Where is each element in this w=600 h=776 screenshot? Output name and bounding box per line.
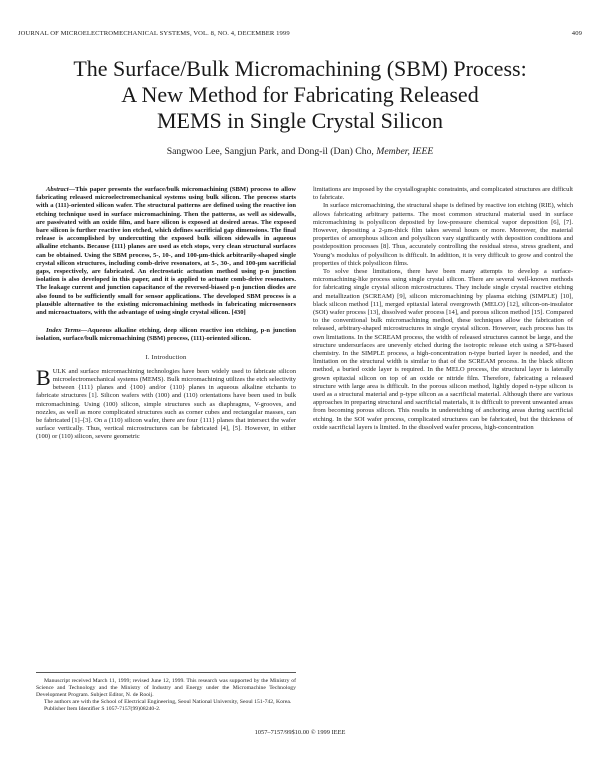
copyright-line: 1057–7157/99$10.00 © 1999 IEEE [254,729,346,736]
abstract-lead: Abstract— [46,186,76,193]
footnote-manuscript: Manuscript received March 11, 1999; revised June 12, 1999. This research was supported by the Ministry of Science and Technology and the Ministry of Industry and Energy under the Micromachine Technology Development Program. Subject Editor, N. de Rooij. [36,678,296,699]
intro-continuation: limitations are imposed by the crystallographic constraints, and complicated structures are difficult to fabricate. [313,186,573,202]
left-column [36,186,296,442]
title-line-2: A New Method for Fabricating Released [121,82,479,107]
intro-lead-word: ULK [52,367,67,375]
journal-name: JOURNAL OF MICROELECTROMECHANICAL SYSTEMS, VOL. 8, NO. 4, DECEMBER 1999 [18,30,290,37]
intro-paragraph-1 [36,364,296,442]
author-names: Sangwoo Lee, Sangjun Park, and Dong-il (Dan) Cho, [166,146,374,157]
index-terms-body: Aqueous alkaline etching, deep silicon reactive ion etching, p-n junction isolation, surface/bulk micromachining (SBM) process, (111)-oriented silicon. [36,327,296,343]
intro-paragraph-2: In surface micromachining, the structural shape is defined by reactive ion etching (RIE), which allows fabricating arbitrary patterns. The most common structural material used in surface micromachining is polysilicon deposited by low-pressure chemical vapor deposition [6], [7]. However, depositing a 2-μm-thick film takes several hours or more. Moreover, the material properties of amorphous silicon and polysilicon vary significantly with deposition conditions and postdeposition processes [8]. Thus, accurately controlling the residual stress, stress gradient, and Young’s modulus of polysilicon is difficult. In addition, it is very difficult to grow and control the properties of thick polysilicon films. [313,202,573,267]
index-terms-lead: Index Terms— [46,327,88,335]
author-membership: Member, IEEE [376,146,434,157]
page-number: 409 [571,30,582,37]
intro-paragraph-1-text: and surface micromachining technologies have been widely used to fabricate silicon microelectromechanical systems (MEMS). Bulk micromachining utilizes the etch selectivity between {111} planes and {100} and/or {110} planes in aqueous alkaline etchants to fabricate structures [1]. Silicon wafers with (100) and (110) orientations have been used in bulk micromachining. Using (100) silicon, simple structures such as diaphragms, V-grooves, and nozzles, as well as more complicated structures such as corner cubes and rectangular masses, can be fabricated [1]–[3]. On a (110) silicon wafer, there are four {111} planes that intersect the wafer surface vertically. Thus, vertical microstructures can be fabricated [4], [5]. However, in either (100) or (110) silicon, severe geometric [36,367,296,441]
title-line-1: The Surface/Bulk Micromachining (SBM) Process: [73,56,527,81]
intro-paragraph-3: To solve these limitations, there have been many attempts to develop a surface-micromachining-like process using single crystal silicon. There are several well-known methods for fabricating single crystal silicon microstructures. They include single crystal reactive etching and metallization (SCREAM) [9], silicon micromachining by plasma etching (SIMPLE) [10], black silicon method [11], merged epitaxial lateral overgrowth (MELO) [12], silicon-on-insulator (SOI) wafer process [13], dissolved wafer process [14], and porous silicon method [15]. Compared to the conventional bulk micromachining method, these techniques allow the fabrication of released, arbitrary-shaped microstructures in single crystal silicon. However, each process has its own limitations. In the SCREAM process, the width of released structures cannot be large, and the structure undersurfaces are unevenly etched during the isotropic release etch using a SF6-based chemistry. In the SIMPLE process, a high-concentration n-type buried layer is needed, and the limitation on the structural width is similar to that of the SCREAM process. In the black silicon method, a buried oxide layer is required. In the MELO process, the structural layer is laterally grown epitaxial silicon on top of an oxide or nitride film. Therefore, fabricating a released structure with large area is difficult. In the porous silicon method, lightly doped n-type silicon is used as a structural material and p-type silicon as a sacrificial material. Although there are various approaches in preparing structural and sacrificial materials, it is difficult to prevent unwanted areas from becoming porous silicon. This results in underetching of anchoring areas during sacrificial etching. In the SOI wafer process, complicated structures can be fabricated, but the thickness of oxide sacrificial layers is limited. In the dissolved wafer process, high-concentration [313,268,573,431]
index-terms [36,327,296,343]
running-header [18,30,582,42]
paper-title [18,56,582,134]
title-line-3: MEMS in Single Crystal Silicon [156,108,444,133]
author-line [18,146,582,157]
section-heading-introduction: I. Introduction [145,353,187,361]
abstract-body: This paper presents the surface/bulk micromachining (SBM) process to allow fabricating released microelectromechanical systems using bulk silicon. The process starts with a (111)-oriented silicon wafer. The structural patterns are defined using the reactive ion etching technique used in surface micromachining. Then the patterns, as well as sidewalls, are passivated with an oxide film, and bare silicon is exposed at desired areas. The exposed bare silicon is further reactive ion etched, which defines sacrificial gap dimensions. The final release is accomplished by undercutting the exposed bulk silicon sidewalls in aqueous alkaline etchants. Because {111} planes are used as etch stops, very clean structural surfaces can be obtained. Using the SBM process, 5-, 10-, and 100-μm-thick arbitrarily-shaped single crystal silicon structures, including comb-drive resonators, at 5-, 30-, and 100-μm sacrificial gaps, respectively, are fabricated. An electrostatic actuation method using p-n junction isolation is also developed in this paper, and it is applied to actuate comb-drive resonators. The leakage current and junction capacitance of the reversed-biased p-n junction diodes are also found to be sufficiently small for sensor applications. The developed SBM process is a plausible alternative to the existing micromachining methods in fabricating microsensors and microactuators, with the advantage of using single crystal silicon. [430] [36,186,296,317]
abstract [36,186,296,317]
right-column [313,186,573,432]
drop-cap: B [36,364,51,390]
footnote-affiliation: The authors are with the School of Electrical Engineering, Seoul National University, Seoul 151-742, Korea. [44,699,292,706]
footnotes [36,672,296,713]
footnote-publisher-id: Publisher Item Identifier S 1057-7157(99)08240-2. [44,706,161,713]
